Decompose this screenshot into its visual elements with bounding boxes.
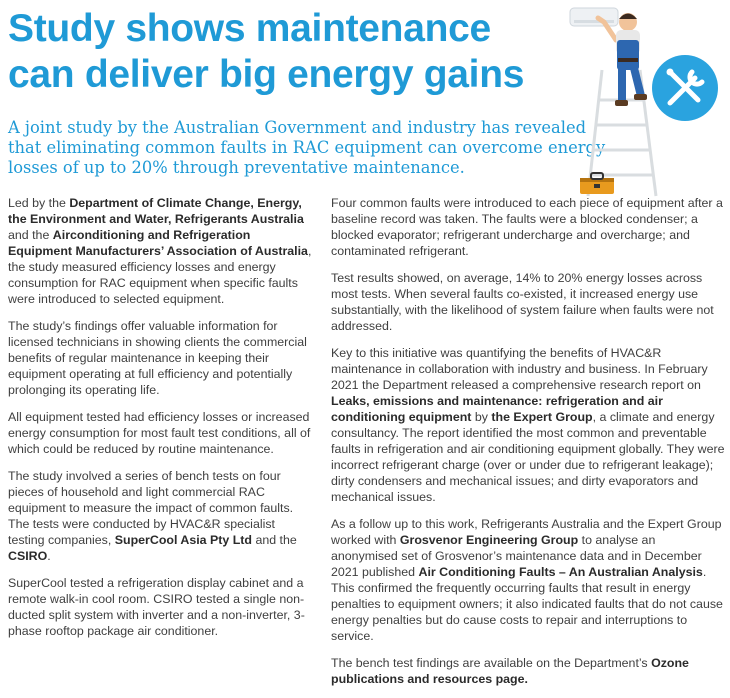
right-column-paragraph [331,655,725,687]
text-run: The study’s findings offer valuable information for licensed technicians in showing clients the commercial benefits of regular maintenance in keeping their equipment operating at full efficiency and potentially prolonging its operating life. [8,319,307,397]
bold-reference: Grosvenor Engineering Group [399,533,579,547]
left-column-paragraph [8,195,314,307]
bold-reference: Leaks, emissions and maintenance: refrigeration and air conditioning equipment [331,394,663,424]
bold-reference: Airconditioning and Refrigeration Equipment Manufacturers’ Association of Australia [8,228,308,258]
text-run: All equipment tested had efficiency losses or increased energy consumption for most fault test conditions, all of which could be reduced by routine maintenance. [8,410,311,456]
left-column [8,195,314,650]
text-run: Key to this initiative was quantifying the benefits of HVAC&R maintenance in collaboration with industry and business. In February 2021 the Department released a comprehensive research report on [331,346,708,392]
text-run: Four common faults were introduced to each piece of equipment after a baseline record was taken. The faults were a blocked condenser; a blocked evaporator; refrigerant undercharge and overcharge; and contaminated refrigerant. [331,196,723,258]
left-column-paragraph [8,318,314,398]
right-column [331,195,725,698]
wrench-screwdriver-icon [652,55,718,121]
text-run: , the study measured efficiency losses and energy consumption for RAC equipment when specific faults were introduced to selected equipment. [8,244,312,306]
text-run: to analyse an anonymised set of Grosvenor’s maintenance data and in December 2021 published [331,533,702,579]
text-run: , a climate and energy consultancy. The report identified the most common and preventable faults in refrigeration and air conditioning equipment globally. They were incorrect refrigerant charge (over or under due to refrigerant leakage); dirty condensers and mechanical issues; and dirty evaporators and mechanical issues. [331,410,725,504]
bold-reference: CSIRO [8,549,48,563]
article-headline [8,6,588,98]
headline-line-1: Study shows maintenance [8,7,491,50]
bold-reference: SuperCool Asia Pty Ltd [114,533,252,547]
bold-reference: Ozone publications and resources page. [331,656,689,686]
right-column-paragraph [331,195,725,259]
text-run: . [47,549,51,563]
right-column-paragraph [331,345,725,505]
bold-reference: Department of Climate Change, Energy, the Environment and Water, Refrigerants Australia [8,196,304,226]
bold-reference: the Expert Group [491,410,593,424]
air-conditioner-illustration [570,8,618,26]
technician-figure [598,13,647,106]
text-run: by [471,410,492,424]
left-column-paragraph [8,575,314,639]
text-run: SuperCool tested a refrigeration display cabinet and a remote walk-in cool room. CSIRO tested a single non-ducted split system with inverter and a non-inverter, 3-phase rooftop package air conditioner. [8,576,305,638]
standfirst: A joint study by the Australian Government and industry has revealed that eliminating common faults in RAC equipment can overcome energy losses of up to 20% through preventative maintenance. [8,118,606,177]
bold-reference: Air Conditioning Faults – An Australian Analysis [418,565,703,579]
text-run: . This confirmed the frequently occurring faults that result in energy penalties to equipment owners; it also indicated faults that do not cause energy penalties but do cause costs to repair and interruptions to service. [331,565,723,643]
text-run: Led by the [8,196,70,210]
technician-illustration [560,0,730,200]
text-run: The study involved a series of bench tests on four pieces of household and light commercial RAC equipment to measure the impact of common faults. The tests were conducted by HVAC&R specialist testing companies, [8,469,294,547]
text-run: As a follow up to this work, Refrigerants Australia and the Expert Group worked with [331,517,722,547]
left-column-paragraph [8,409,314,457]
text-run: and the [8,228,53,242]
right-column-paragraph [331,270,725,334]
left-column-paragraph [8,468,314,564]
text-run: and the [252,533,297,547]
headline-line-2: can deliver big energy gains [8,53,525,96]
right-column-paragraph [331,516,725,644]
text-run: Test results showed, on average, 14% to 20% energy losses across most tests. When several faults co-existed, it increased energy use substantially, with the likelihood of system failure when faults were not addressed. [331,271,714,333]
text-run: The bench test findings are available on the Department’s [331,656,652,670]
